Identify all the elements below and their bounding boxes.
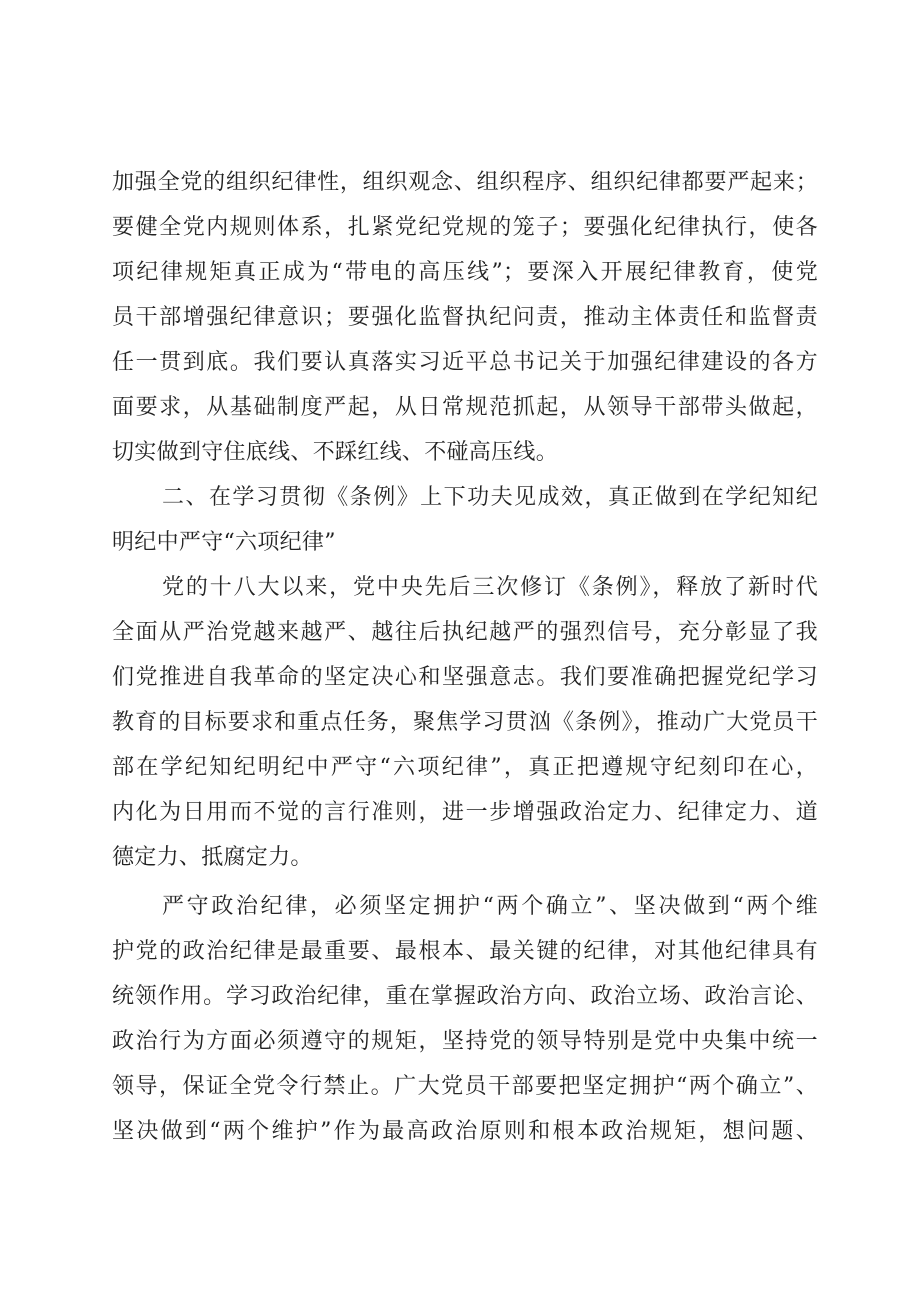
text-line: 全面从严治党越来越严、越往后执纪越严的强烈信号，充分彰显了我 — [112, 620, 818, 645]
text-line: 坚决做到“两个维护”作为最高政治原则和根本政治规矩，想问题、 — [112, 1119, 818, 1144]
text-line: 领导，保证全党令行禁止。广大党员干部要把坚定拥护“两个确立”、 — [112, 1074, 818, 1099]
text-line: 内化为日用而不觉的言行准则，进一步增强政治定力、纪律定力、道 — [112, 800, 818, 825]
text-line: 德定力、抵腐定力。 — [112, 845, 313, 870]
text-line: 护党的政治纪律是最重要、最根本、最关键的纪律，对其他纪律具有 — [112, 939, 818, 964]
section-heading — [112, 475, 818, 565]
text-line: 面要求，从基础制度严起，从日常规范抓起，从领导干部带头做起， — [112, 395, 818, 420]
text-line: 部在学纪知纪明纪中严守“六项纪律”，真正把遵规守纪刻印在心， — [112, 755, 818, 780]
text-line: 员干部增强纪律意识；要强化监督执纪问责，推动主体责任和监督责 — [112, 305, 818, 330]
paragraph — [112, 565, 818, 880]
paragraph — [112, 884, 818, 1154]
text-line: 党的十八大以来，党中央先后三次修订《条例》，释放了新时代 — [162, 575, 818, 600]
heading-line: 明纪中严守“六项纪律” — [112, 530, 336, 555]
heading-line: 二、在学习贯彻《条例》上下功夫见成效，真正做到在学纪知纪 — [162, 485, 818, 510]
text-line: 加强全党的组织纪律性，组织观念、组织程序、组织纪律都要严起来； — [112, 170, 818, 195]
text-line: 项纪律规矩真正成为“带电的高压线”；要深入开展纪律教育，使党 — [112, 260, 818, 285]
text-line: 们党推进自我革命的坚定决心和坚强意志。我们要准确把握党纪学习 — [112, 665, 818, 690]
text-line: 切实做到守住底线、不踩红线、不碰高压线。 — [112, 440, 559, 465]
text-line: 任一贯到底。我们要认真落实习近平总书记关于加强纪律建设的各方 — [112, 350, 818, 375]
text-line: 教育的目标要求和重点任务，聚焦学习贯汹《条例》，推动广大党员干 — [112, 710, 818, 735]
paragraph — [112, 160, 818, 475]
text-line: 统领作用。学习政治纪律，重在掌握政治方向、政治立场、政治言论、 — [112, 984, 818, 1009]
text-line: 政治行为方面必须遵守的规矩，坚持党的领导特别是党中央集中统一 — [112, 1029, 818, 1054]
text-line: 严守政治纪律，必须坚定拥护“两个确立”、坚决做到“两个维 — [162, 894, 818, 919]
document-body — [112, 160, 818, 1154]
text-line: 要健全党内规则体系，扎紧党纪党规的笼子；要强化纪律执行，使各 — [112, 215, 818, 240]
